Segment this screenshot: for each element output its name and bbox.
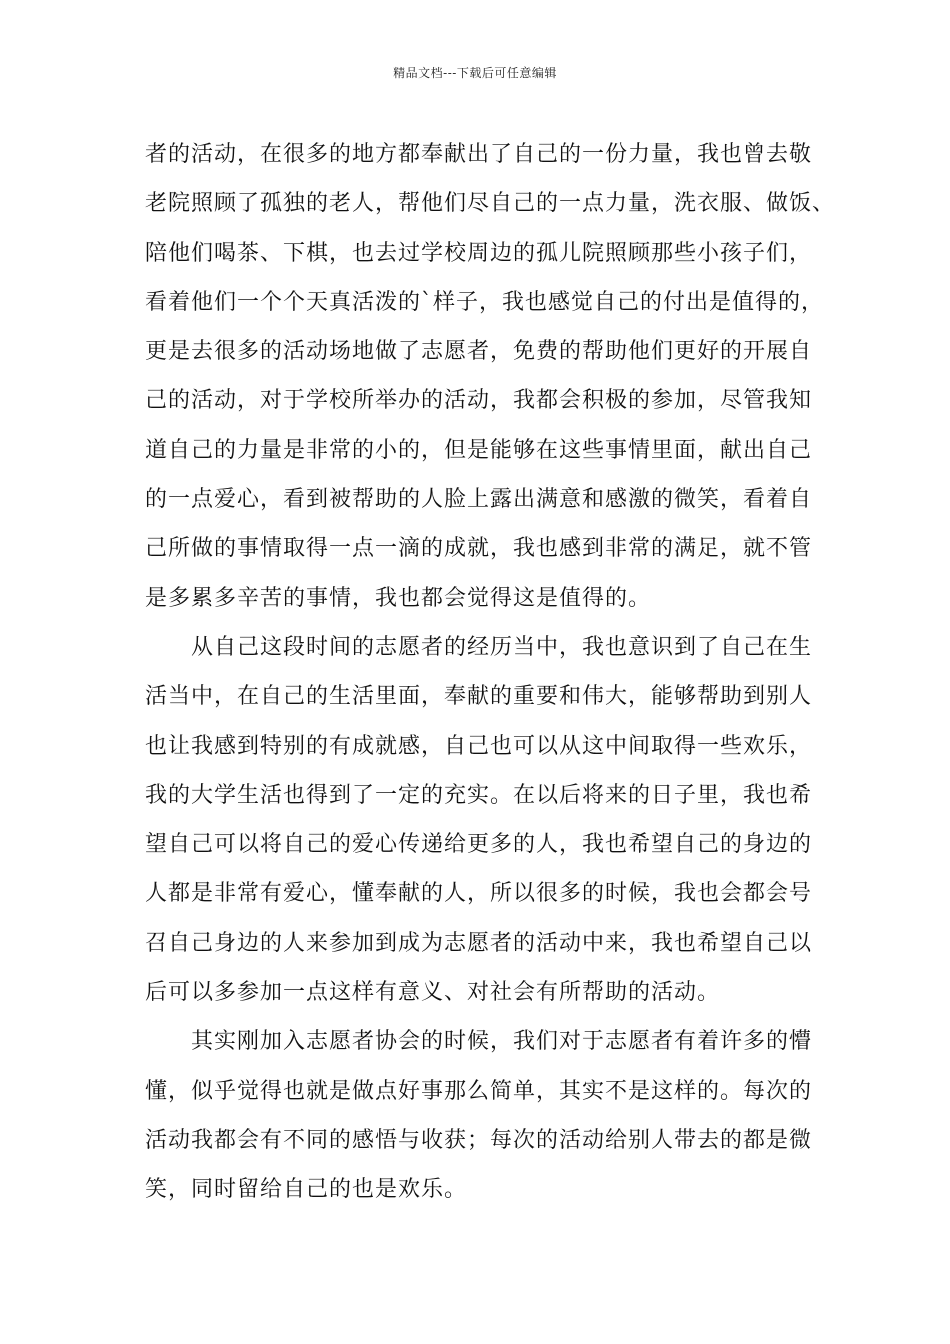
text-line: 老院照顾了孤独的老人，帮他们尽自己的一点力量，洗衣服、做饭、 xyxy=(145,191,836,217)
paragraph xyxy=(145,130,835,623)
text-line: 也让我感到特别的有成就感，自己也可以从这中间取得一些欢乐， xyxy=(145,733,813,759)
text-line: 者的活动，在很多的地方都奉献出了自己的一份力量，我也曾去敬 xyxy=(145,142,813,167)
text-line: 看着他们一个个天真活泼的`样子，我也感觉自己的付出是值得的， xyxy=(145,289,825,315)
text-line: 懂，似乎觉得也就是做点好事那么简单，其实不是这样的。每次的 xyxy=(145,1078,813,1104)
text-line: 是多累多辛苦的事情，我也都会觉得这是值得的。 xyxy=(145,585,652,611)
document-body xyxy=(145,130,835,1215)
paragraph xyxy=(145,623,835,1017)
text-line: 后可以多参加一点这样有意义、对社会有所帮助的活动。 xyxy=(145,980,721,1006)
text-line: 其实刚加入志愿者协会的时候，我们对于志愿者有着许多的懵 xyxy=(191,1029,813,1055)
text-line: 人都是非常有爱心，懂奉献的人，所以很多的时候，我也会都会号 xyxy=(145,881,813,907)
text-line: 己的活动，对于学校所举办的活动，我都会积极的参加，尽管我知 xyxy=(145,388,813,414)
text-line: 我的大学生活也得到了一定的充实。在以后将来的日子里，我也希 xyxy=(145,782,813,808)
text-line: 望自己可以将自己的爱心传递给更多的人，我也希望自己的身边的 xyxy=(145,832,813,858)
text-line: 活当中，在自己的生活里面，奉献的重要和伟大，能够帮助到别人 xyxy=(145,684,813,710)
text-line: 召自己身边的人来参加到成为志愿者的活动中来，我也希望自己以 xyxy=(145,930,813,956)
text-line: 道自己的力量是非常的小的，但是能够在这些事情里面，献出自己 xyxy=(145,437,813,463)
text-line: 己所做的事情取得一点一滴的成就，我也感到非常的满足，就不管 xyxy=(145,536,813,562)
text-line: 活动我都会有不同的感悟与收获；每次的活动给别人带去的都是微 xyxy=(145,1127,813,1153)
page-header: 精品文档---下载后可任意编辑 xyxy=(393,66,557,80)
text-line: 的一点爱心，看到被帮助的人脸上露出满意和感激的微笑，看着自 xyxy=(145,487,813,513)
text-line: 笑，同时留给自己的也是欢乐。 xyxy=(145,1177,468,1203)
paragraph xyxy=(145,1017,835,1214)
text-line: 从自己这段时间的志愿者的经历当中，我也意识到了自己在生 xyxy=(191,634,813,660)
text-line: 更是去很多的活动场地做了志愿者，免费的帮助他们更好的开展自 xyxy=(145,339,813,365)
text-line: 陪他们喝茶、下棋，也去过学校周边的孤儿院照顾那些小孩子们， xyxy=(145,240,813,266)
